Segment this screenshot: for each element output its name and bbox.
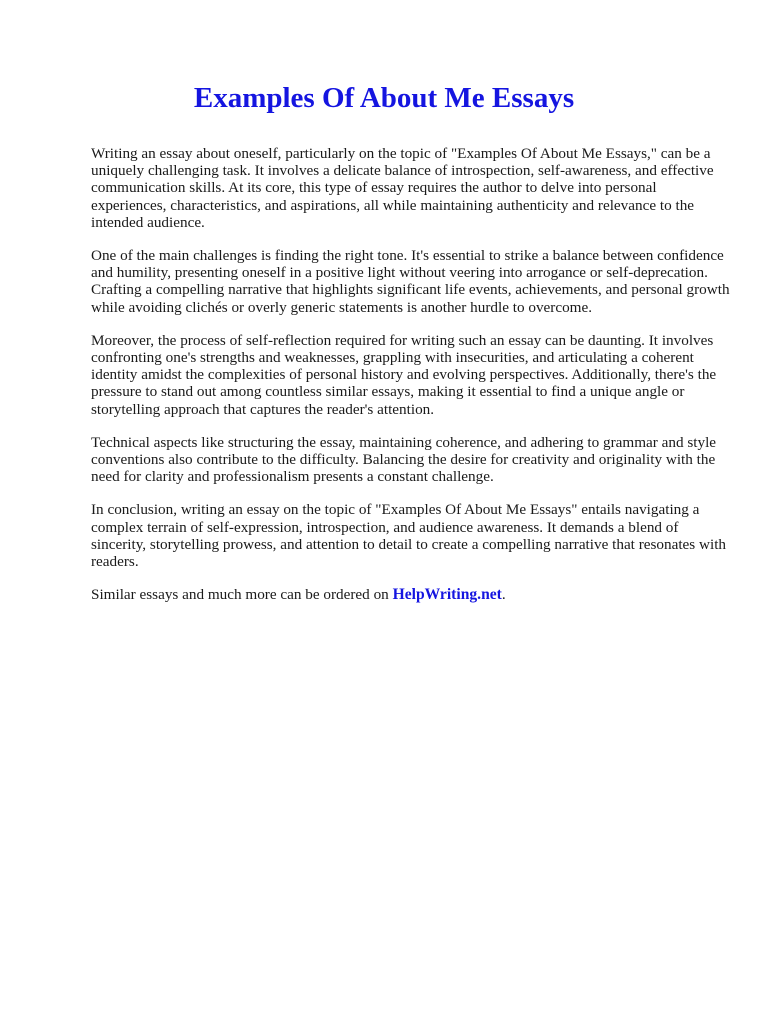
paragraph-3: Moreover, the process of self-reflection required for writing such an essay can be daunting. It involves confronting one's strengths and weaknesses, grappling with insecurities, and articulating a coherent identity amidst the complexities of personal history and evolving perspectives. Additionally, there's the pressure to stand out among countless similar essays, making it essential to find a unique angle or storytelling approach that captures the reader's attention.: [91, 331, 717, 418]
footer-line: [91, 586, 731, 604]
paragraph-4: Technical aspects like structuring the essay, maintaining coherence, and adhering to grammar and style conventions also contribute to the difficulty. Balancing the desire for creativity and originality with the need for clarity and professionalism presents a constant challenge.: [91, 433, 717, 486]
footer-prefix: Similar essays and much more can be ordered on: [91, 586, 393, 604]
helpwriting-link[interactable]: HelpWriting.net: [392, 586, 502, 604]
footer-suffix: .: [501, 586, 506, 604]
paragraph-2: One of the main challenges is finding the right tone. It's essential to strike a balance between confidence and humility, presenting oneself in a positive light without veering into arrogance or self-deprecation. Crafting a compelling narrative that highlights significant life events, achievements, and personal growth while avoiding clichés or overly generic statements is another hurdle to overcome.: [91, 247, 730, 316]
document-body: [91, 145, 731, 604]
paragraph-1: Writing an essay about oneself, particularly on the topic of "Examples Of About Me Essays," can be a uniquely challenging task. It involves a delicate balance of introspection, self-awareness, and effective communication skills. At its core, this type of essay requires the author to delve into personal experiences, characteristics, and aspirations, all while maintaining authenticity and relevance to the intended audience.: [91, 145, 714, 231]
paragraph-5: In conclusion, writing an essay on the topic of "Examples Of About Me Essays" entails navigating a complex terrain of self-expression, introspection, and audience awareness. It demands a blend of sincerity, storytelling prowess, and attention to detail to create a compelling narrative that resonates with readers.: [91, 501, 727, 571]
document-title: Examples Of About Me Essays: [193, 82, 575, 114]
